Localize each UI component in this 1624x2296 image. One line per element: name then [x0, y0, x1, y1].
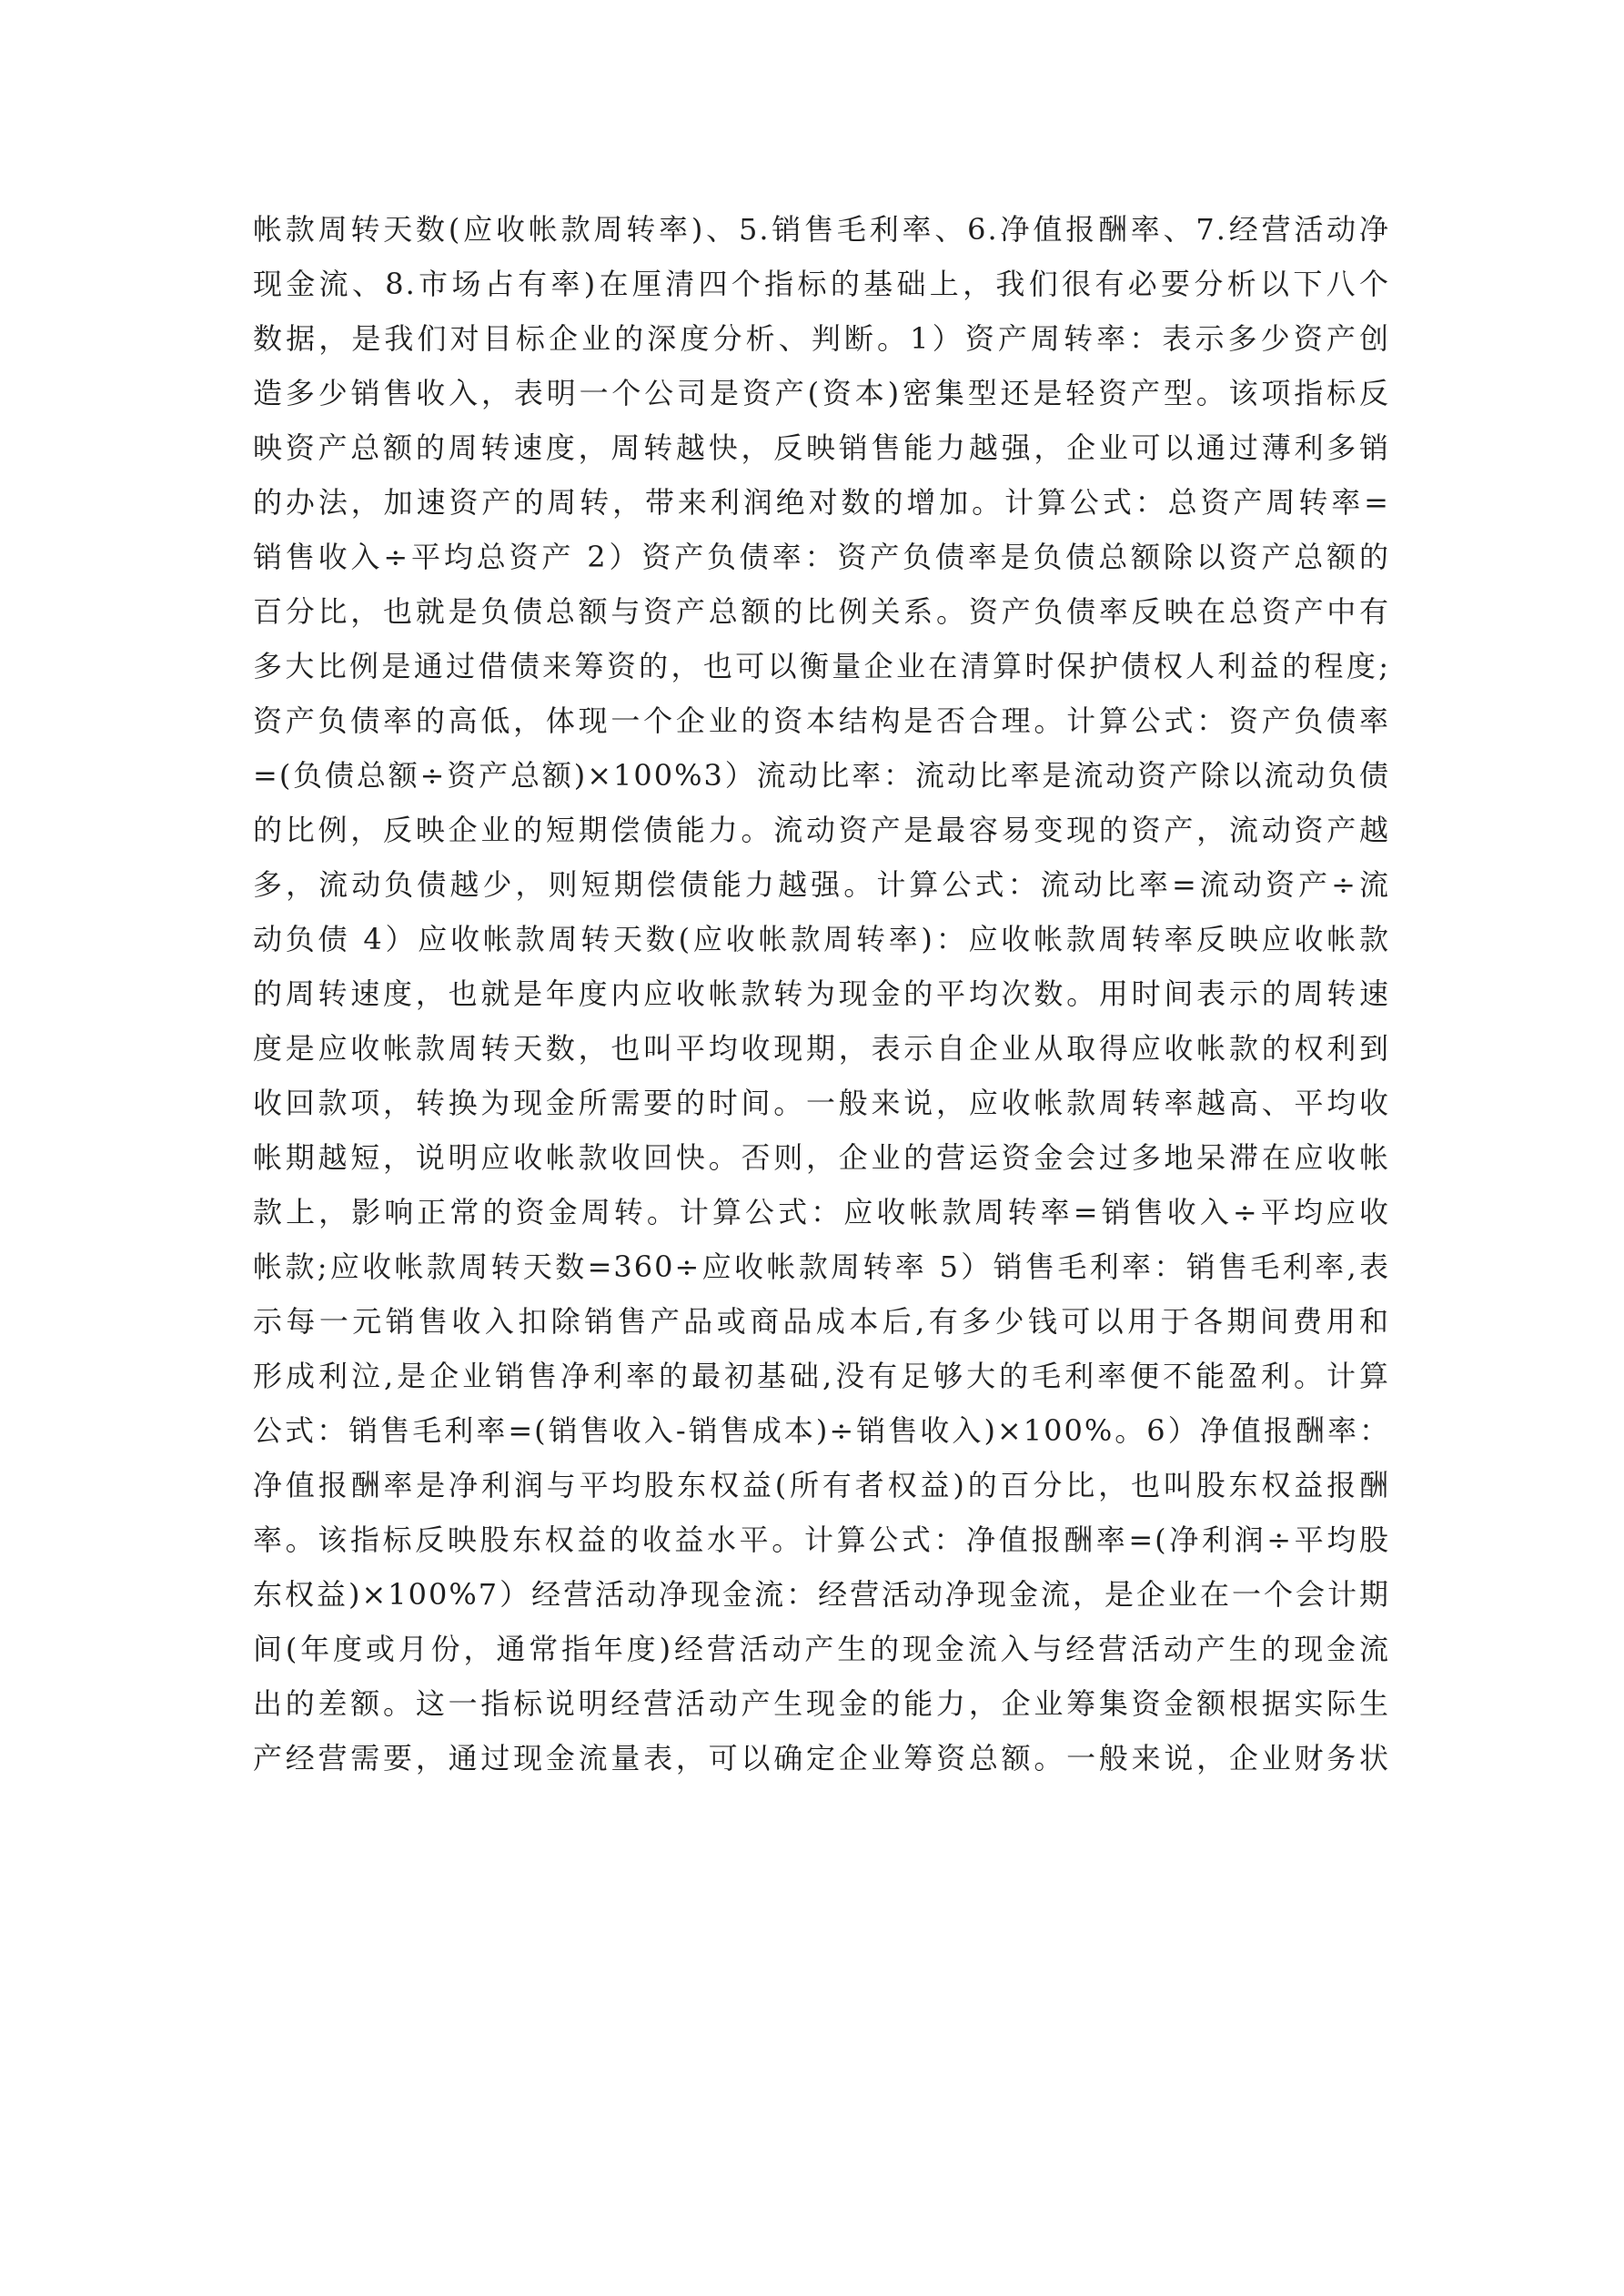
text-line-13: 多，流动负债越少，则短期偿债能力越强。计算公式：流动比率=流动资产÷流: [253, 867, 1390, 902]
text-line-27: 间(年度或月份，通常指年度)经营活动产生的现金流入与经营活动产生的现金流: [253, 1632, 1390, 1666]
text-line-25: 率。该指标反映股东权益的收益水平。计算公式：净值报酬率=(净利润÷平均股: [253, 1522, 1390, 1557]
text-line-12: 的比例，反映企业的短期偿债能力。流动资产是最容易变现的资产，流动资产越: [253, 813, 1390, 847]
text-line-2: 现金流、8.市场占有率)在厘清四个指标的基础上，我们很有必要分析以下八个: [253, 267, 1390, 301]
text-line-21: 示每一元销售收入扣除销售产品或商品成本后,有多少钱可以用于各期间费用和: [253, 1304, 1390, 1339]
text-line-4: 造多少销售收入，表明一个公司是资产(资本)密集型还是轻资产型。该项指标反: [253, 376, 1390, 410]
text-line-20: 帐款;应收帐款周转天数=360÷应收帐款周转率 5）销售毛利率：销售毛利率,表: [253, 1249, 1390, 1284]
text-line-24: 净值报酬率是净利润与平均股东权益(所有者权益)的百分比，也叫股东权益报酬: [253, 1468, 1390, 1502]
text-line-3: 数据，是我们对目标企业的深度分析、判断。1）资产周转率：表示多少资产创: [253, 321, 1390, 356]
text-line-22: 形成利泣,是企业销售净利率的最初基础,没有足够大的毛利率便不能盈利。计算: [253, 1359, 1390, 1393]
text-line-14: 动负债 4）应收帐款周转天数(应收帐款周转率)：应收帐款周转率反映应收帐款: [253, 922, 1390, 956]
text-line-6: 的办法，加速资产的周转，带来利润绝对数的增加。计算公式：总资产周转率=: [253, 485, 1390, 520]
body-text: [253, 202, 1390, 1785]
text-line-9: 多大比例是通过借债来筹资的，也可以衡量企业在清算时保护债权人利益的程度;: [253, 649, 1390, 683]
text-line-1: 帐款周转天数(应收帐款周转率)、5.销售毛利率、6.净值报酬率、7.经营活动净: [253, 212, 1390, 247]
text-line-23: 公式：销售毛利率=(销售收入-销售成本)÷销售收入)×100%。6）净值报酬率：: [253, 1413, 1390, 1448]
text-line-11: =(负债总额÷资产总额)×100%3）流动比率：流动比率是流动资产除以流动负债: [253, 758, 1390, 793]
text-line-19: 款上，影响正常的资金周转。计算公式：应收帐款周转率=销售收入÷平均应收: [253, 1195, 1390, 1229]
text-line-15: 的周转速度，也就是年度内应收帐款转为现金的平均次数。用时间表示的周转速: [253, 976, 1390, 1011]
text-line-7: 销售收入÷平均总资产 2）资产负债率：资产负债率是负债总额除以资产总额的: [253, 540, 1390, 574]
text-line-18: 帐期越短，说明应收帐款收回快。否则，企业的营运资金会过多地呆滞在应收帐: [253, 1140, 1390, 1175]
text-line-8: 百分比，也就是负债总额与资产总额的比例关系。资产负债率反映在总资产中有: [253, 594, 1390, 629]
text-line-26: 东权益)×100%7）经营活动净现金流：经营活动净现金流，是企业在一个会计期: [253, 1577, 1390, 1612]
text-line-28: 出的差额。这一指标说明经营活动产生现金的能力，企业筹集资金额根据实际生: [253, 1686, 1390, 1721]
text-line-16: 度是应收帐款周转天数，也叫平均收现期，表示自企业从取得应收帐款的权利到: [253, 1031, 1390, 1066]
text-line-10: 资产负债率的高低，体现一个企业的资本结构是否合理。计算公式：资产负债率: [253, 703, 1390, 738]
text-line-17: 收回款项，转换为现金所需要的时间。一般来说，应收帐款周转率越高、平均收: [253, 1086, 1390, 1120]
text-line-29: 产经营需要，通过现金流量表，可以确定企业筹资总额。一般来说，企业财务状: [253, 1741, 1390, 1775]
text-line-5: 映资产总额的周转速度，周转越快，反映销售能力越强，企业可以通过薄利多销: [253, 430, 1390, 465]
